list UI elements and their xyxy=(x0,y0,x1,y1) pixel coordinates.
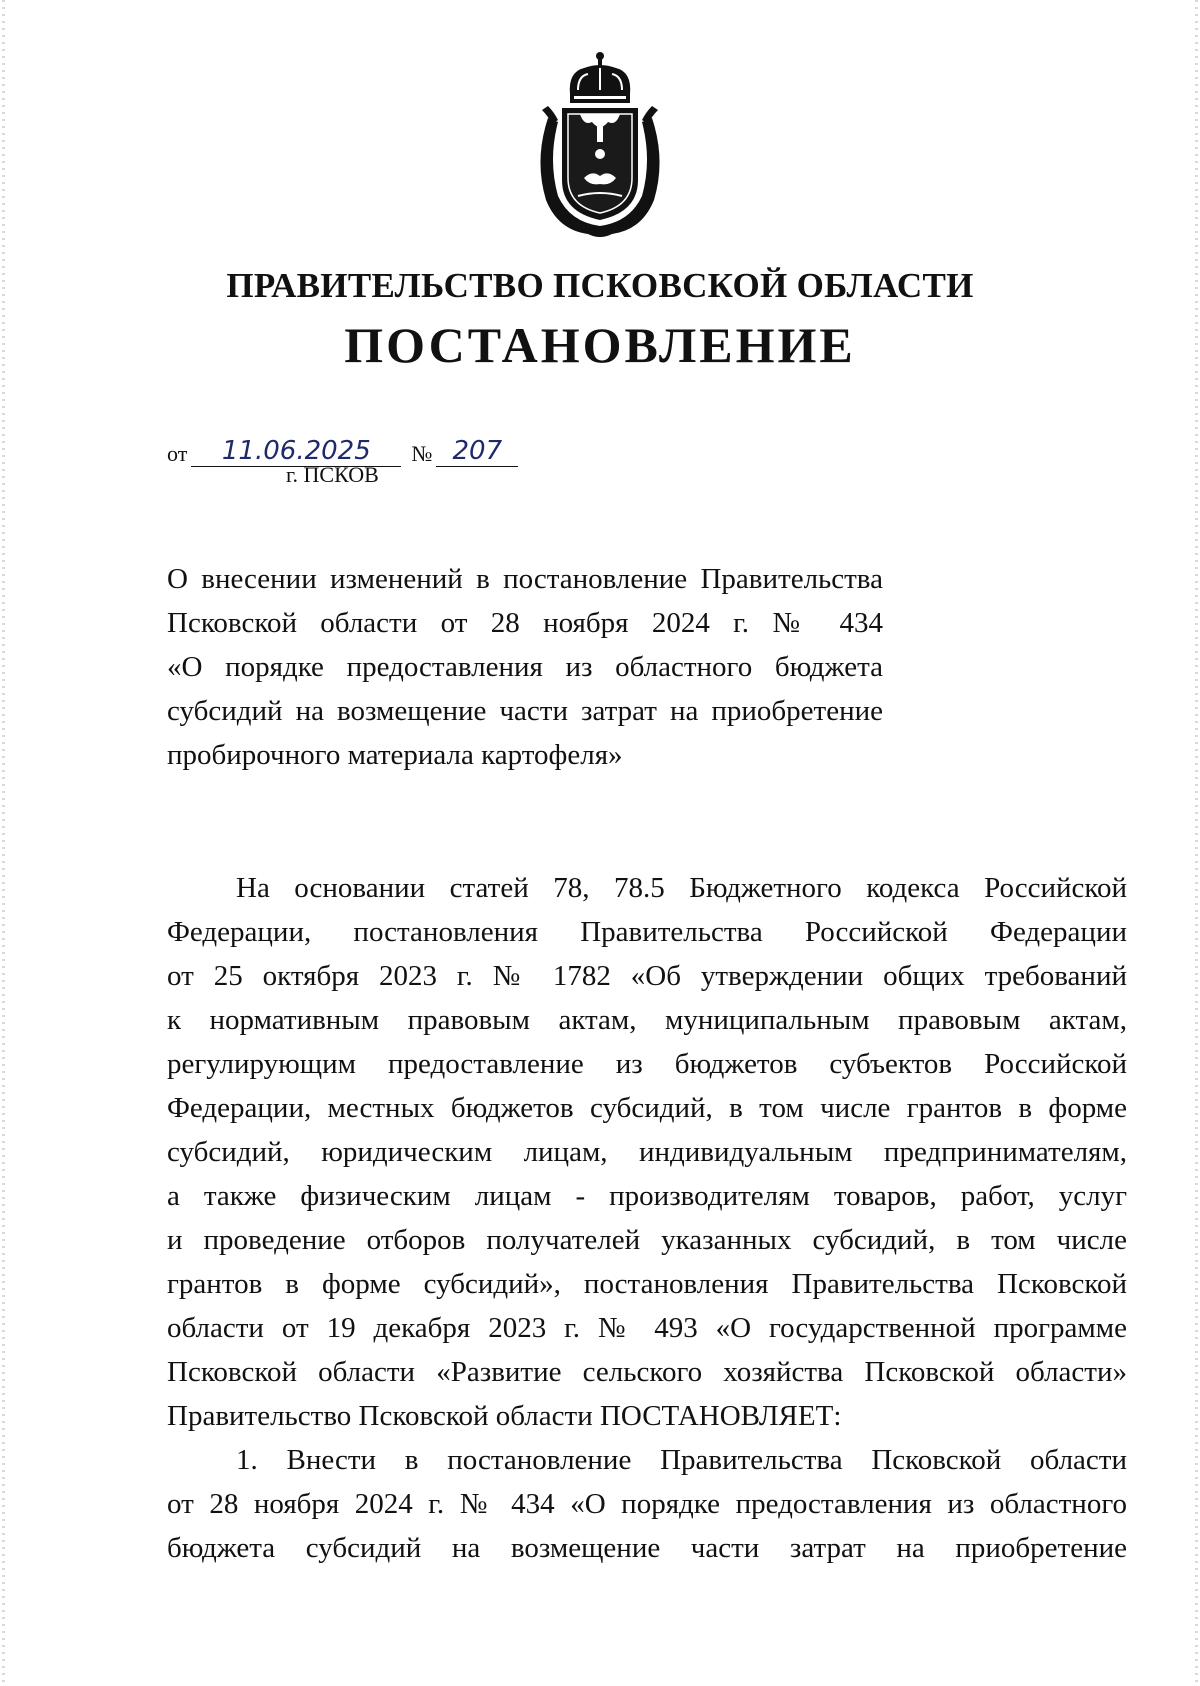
coat-of-arms-icon xyxy=(528,50,672,240)
title-line: Псковской области от 28 ноября 2024 г. № 434 xyxy=(167,607,883,639)
date-prefix-label: от xyxy=(167,441,188,466)
body-line: Правительство Псковской области ПОСТАНОВЛЯЕТ: xyxy=(167,1400,842,1432)
body-line: Федерации, местных бюджетов субсидий, в том числе грантов в форме xyxy=(167,1092,1127,1124)
body-line: 1. Внести в постановление Правительства Псковской области xyxy=(236,1444,1127,1476)
body-line: регулирующим предоставление из бюджетов субъектов Российской xyxy=(167,1048,1127,1080)
title-line: субсидий на возмещение части затрат на приобретение xyxy=(167,695,883,727)
body-line: от 28 ноября 2024 г. № 434 «О порядке предоставления из областного xyxy=(167,1488,1127,1520)
body-line: грантов в форме субсидий», постановления Правительства Псковской xyxy=(167,1268,1127,1300)
body-line: Федерации, постановления Правительства Российской Федерации xyxy=(167,916,1127,948)
scan-edge-left xyxy=(2,0,5,1686)
title-line: «О порядке предоставления из областного бюджета xyxy=(167,651,883,683)
city-label: г. ПСКОВ xyxy=(286,462,379,487)
body-line: субсидий, юридическим лицам, индивидуальным предпринимателям, xyxy=(167,1136,1127,1168)
body-line: бюджета субсидий на возмещение части затрат на приобретение xyxy=(167,1532,1127,1564)
body-line: к нормативным правовым актам, муниципальным правовым актам, xyxy=(167,1004,1127,1036)
organization-heading: ПРАВИТЕЛЬСТВО ПСКОВСКОЙ ОБЛАСТИ xyxy=(226,266,974,305)
body-line: области от 19 декабря 2023 г. № 493 «О государственной программе xyxy=(167,1312,1127,1344)
title-line: О внесении изменений в постановление Правительства xyxy=(167,563,883,595)
title-line: пробирочного материала картофеля» xyxy=(167,739,623,771)
document-type-heading: ПОСТАНОВЛЕНИЕ xyxy=(344,317,856,373)
body-line: На основании статей 78, 78.5 Бюджетного кодекса Российской xyxy=(236,872,1127,904)
body-text xyxy=(167,866,1127,1570)
body-line: Псковской области «Развитие сельского хозяйства Псковской области» xyxy=(167,1356,1127,1388)
body-line: а также физическим лицам - производителям товаров, работ, услуг xyxy=(167,1180,1127,1212)
body-line: от 25 октября 2023 г. № 1782 «Об утверждении общих требований xyxy=(167,960,1127,992)
document-date-value: 11.06.2025 xyxy=(191,436,401,467)
document-title xyxy=(167,557,883,777)
number-prefix-label: № xyxy=(411,441,433,466)
scan-edge-right xyxy=(1195,0,1198,1686)
document-number-value: 207 xyxy=(436,436,518,467)
body-line: и проведение отборов получателей указанных субсидий, в том числе xyxy=(167,1224,1127,1256)
